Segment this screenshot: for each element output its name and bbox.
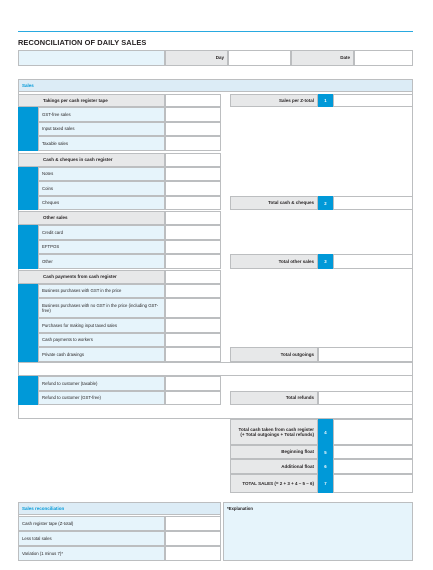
recon-row-variation: Variation (1 minus 7)* [18,546,165,561]
date-label: Date [291,50,354,66]
cash-row-notes: Notes [38,167,165,181]
cash-notes-field[interactable] [165,167,221,181]
sales-per-z-total-field[interactable] [333,94,413,107]
beginning-float-label: Beginning float [230,445,318,459]
separator-row [18,362,413,376]
recon-variation-field[interactable] [165,546,221,561]
takings-row-taxable: Taxable sales [38,136,165,151]
total-number-7: 7 [318,474,333,493]
takings-input-taxed-field[interactable] [165,122,221,136]
total-refunds-label: Total refunds [230,391,318,405]
explanation-label: *Explanation [227,506,254,511]
total-cash-cheques-label: Total cash & cheques [230,196,318,210]
date-field[interactable] [354,50,413,66]
refund-taxable-field[interactable] [165,376,221,391]
takings-blue-bar [18,107,38,151]
other-row-eftpos: EFTPOS [38,240,165,254]
other-credit-card-field[interactable] [165,225,221,240]
cash-cheques-field[interactable] [165,196,221,210]
cash-row-cheques: Cheques [38,196,165,210]
payments-input-taxed-field[interactable] [165,318,221,333]
payments-heading-field[interactable] [165,270,221,284]
refunds-blue-bar [18,376,38,405]
total-other-sales-field[interactable] [333,254,413,269]
refund-gst-free-field[interactable] [165,391,221,405]
header-blank-cell [18,50,165,66]
total-cash-taken-field[interactable] [333,419,413,445]
total-number-1: 1 [318,94,333,107]
other-heading-field[interactable] [165,211,221,225]
total-other-sales-label: Total other sales [230,254,318,269]
other-sales-heading: Other sales [18,211,165,225]
sales-per-z-total-label: Sales per Z-total [230,94,318,107]
cash-coins-field[interactable] [165,181,221,196]
takings-taxable-field[interactable] [165,136,221,151]
payments-row-no-gst: Business purchases with no GST in the price (including GST-free) [38,298,165,318]
payments-drawings-field[interactable] [165,347,221,362]
refund-row-taxable: Refund to customer (taxable) [38,376,165,391]
recon-less-total-field[interactable] [165,531,221,546]
payments-heading: Cash payments from cash register [18,270,165,284]
takings-gst-free-field[interactable] [165,107,221,122]
other-row-other: Other [38,254,165,269]
refund-row-gst-free: Refund to customer (GST-free) [38,391,165,405]
payments-blue-bar [18,284,38,362]
beginning-float-field[interactable] [333,445,413,459]
other-row-credit-card: Credit card [38,225,165,240]
other-eftpos-field[interactable] [165,240,221,254]
payments-row-drawings: Private cash drawings [38,347,165,362]
total-number-4: 4 [318,419,333,445]
day-field[interactable] [228,50,291,66]
payments-no-gst-field[interactable] [165,298,221,318]
explanation-box[interactable] [223,502,413,561]
total-outgoings-label: Total outgoings [230,347,318,362]
reconciliation-section-label: Sales reconciliation [18,502,221,515]
payments-row-input-taxed: Purchases for making input taxed sales [38,318,165,333]
payments-row-gst: Business purchases with GST in the price [38,284,165,298]
recon-row-less-total: Less total sales [18,531,165,546]
total-cash-taken-label: Total cash taken from cash register (+ Total outgoings + Total refunds) [230,419,318,445]
total-refunds-field[interactable] [318,391,413,405]
total-number-3: 3 [318,254,333,269]
takings-heading: Takings per cash register tape [18,94,165,107]
total-number-2: 2 [318,196,333,210]
cash-heading-field[interactable] [165,153,221,167]
total-number-5: 5 [318,445,333,459]
cash-heading: Cash & cheques in cash register [18,153,165,167]
day-label: Day [165,50,228,66]
cash-blue-bar [18,167,38,210]
other-other-field[interactable] [165,254,221,269]
total-number-6: 6 [318,459,333,474]
page-title: RECONCILIATION OF DAILY SALES [18,38,147,47]
additional-float-label: Additional float [230,459,318,474]
takings-row-gst-free: GST-free sales [38,107,165,122]
cash-row-coins: Coins [38,181,165,196]
takings-row-input-taxed: Input taxed sales [38,122,165,136]
total-cash-cheques-field[interactable] [333,196,413,210]
takings-heading-field[interactable] [165,94,221,107]
other-blue-bar [18,225,38,269]
recon-row-z-total: Cash register tape (Z-total) [18,516,165,531]
total-sales-label: TOTAL SALES (= 2 + 3 + 4 – 5 – 6) [230,474,318,493]
payments-gst-field[interactable] [165,284,221,298]
total-outgoings-field[interactable] [318,347,413,362]
recon-z-total-field[interactable] [165,516,221,531]
payments-workers-field[interactable] [165,333,221,347]
top-rule [18,31,413,32]
payments-row-workers: Cash payments to workers [38,333,165,347]
sales-section-label: Sales [18,79,413,92]
additional-float-field[interactable] [333,459,413,474]
total-sales-field[interactable] [333,474,413,493]
